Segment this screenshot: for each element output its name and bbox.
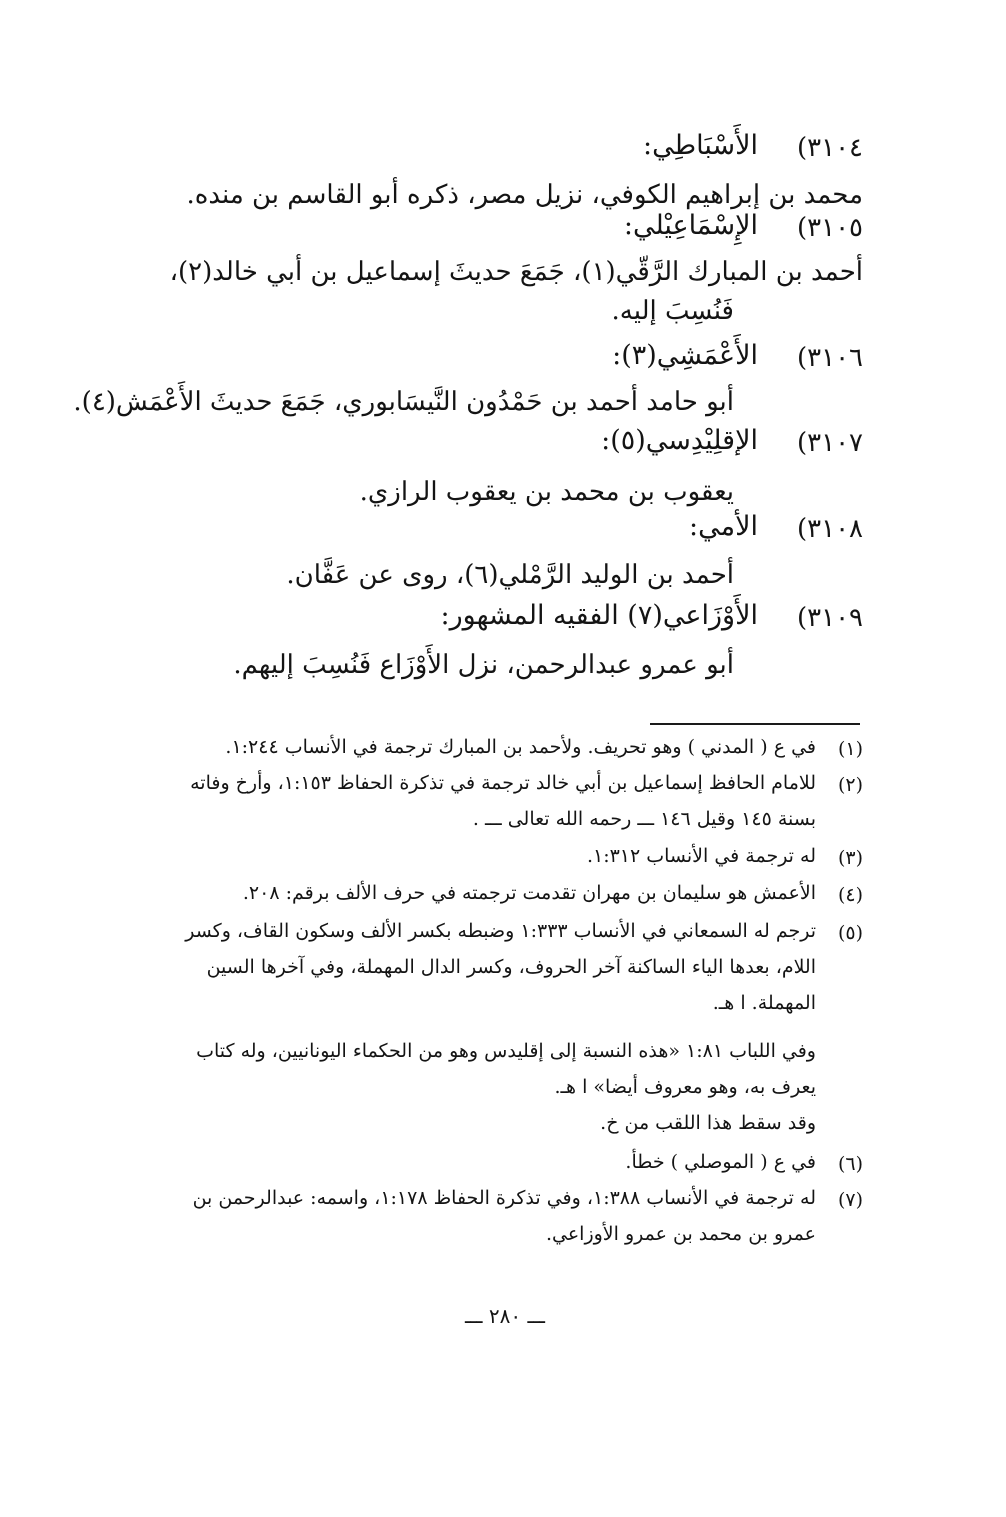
- footnote-number: (٣): [837, 847, 863, 869]
- entry-title: الأَعْمَشِي(٣):: [612, 340, 758, 371]
- footnote-text: له ترجمة في الأنساب ١:٣٨٨، وفي تذكرة الحفاظ ١:١٧٨، واسمه: عبدالرحمن بن: [192, 1187, 816, 1209]
- footnote-number: (٧): [837, 1189, 863, 1211]
- entry-title: الإقلِيْدِسي(٥):: [601, 425, 758, 456]
- entry-text: أبو عمرو عبدالرحمن، نزل الأَوْزَاع فَنُسِبَ إليهم.: [233, 650, 734, 680]
- footnote-number: (٤): [837, 884, 863, 906]
- entry-number: (٣١٠٥: [796, 213, 863, 243]
- footnote-text: وفي اللباب ١:٨١ «هذه النسبة إلى إقليدس وهو من الحكماء اليونانيين، وله كتاب: [196, 1040, 816, 1062]
- entry-title: الأَوْزَاعي(٧) الفقيه المشهور:: [440, 600, 758, 631]
- entry-number: (٣١٠٦: [796, 343, 863, 373]
- footnote-text: وقد سقط هذا اللقب من خ.: [600, 1112, 816, 1134]
- page-number: ـــ ٢٨٠ ـــ: [464, 1304, 546, 1328]
- entry-number: (٣١٠٤: [796, 133, 863, 163]
- footnote-text: اللام، بعدها الياء الساكنة آخر الحروف، وكسر الدال المهملة، وفي آخرها السين: [206, 956, 816, 978]
- footnote-number: (٦): [837, 1153, 863, 1175]
- entry-text: فَنُسِبَ إليه.: [611, 296, 734, 326]
- entry-title: الأَسْبَاطِي:: [643, 130, 758, 161]
- footnote-number: (٥): [837, 922, 863, 944]
- entry-number: (٣١٠٧: [796, 428, 863, 458]
- entry-title: الإِسْمَاعِيْلي:: [623, 210, 758, 241]
- entry-text: يعقوب بن محمد بن يعقوب الرازي.: [359, 477, 734, 507]
- footnote-separator: [650, 723, 860, 725]
- footnote-number: (١): [837, 738, 863, 760]
- entry-text: أحمد بن الوليد الرَّمْلي(٦)، روى عن عَفَّان.: [286, 560, 734, 590]
- footnote-text: يعرف به، وهو معروف أيضا» ا هـ.: [554, 1076, 816, 1098]
- entry-text: أبو حامد أحمد بن حَمْدُون النَّيسَابوري، جَمَعَ حديثَ الأَعْمَش(٤).: [73, 387, 734, 417]
- entry-number: (٣١٠٩: [796, 603, 863, 633]
- footnote-text: المهملة. ا هـ.: [712, 992, 816, 1014]
- footnote-text: للامام الحافظ إسماعيل بن أبي خالد ترجمة في تذكرة الحفاظ ١:١٥٣، وأرخ وفاته: [190, 772, 816, 794]
- footnote-text: في ع ( المدني ) وهو تحريف. ولأحمد بن المبارك ترجمة في الأنساب ١:٢٤٤.: [225, 736, 816, 758]
- entry-text: أحمد بن المبارك الرَّقّي(١)، جَمَعَ حديثَ إسماعيل بن أبي خالد(٢)،: [169, 257, 863, 287]
- footnote-text: له ترجمة في الأنساب ١:٣١٢.: [586, 845, 816, 867]
- entry-text: محمد بن إبراهيم الكوفي، نزيل مصر، ذكره أبو القاسم بن منده.: [186, 180, 863, 210]
- footnote-text: الأعمش هو سليمان بن مهران تقدمت ترجمته في حرف الألف برقم: ٢٠٨.: [242, 882, 816, 904]
- entry-number: (٣١٠٨: [796, 514, 863, 544]
- footnote-number: (٢): [837, 774, 863, 796]
- footnote-text: بسنة ١٤٥ وقيل ١٤٦ ـــ رحمه الله تعالى ـــ .: [472, 808, 816, 830]
- footnote-text: في ع ( الموصلي ) خطأ.: [625, 1151, 816, 1173]
- footnote-text: ترجم له السمعاني في الأنساب ١:٣٣٣ وضبطه بكسر الألف وسكون القاف، وكسر: [185, 920, 816, 942]
- footnote-text: عمرو بن محمد بن عمرو الأوزاعي.: [545, 1223, 816, 1245]
- entry-title: الأمي:: [689, 511, 758, 542]
